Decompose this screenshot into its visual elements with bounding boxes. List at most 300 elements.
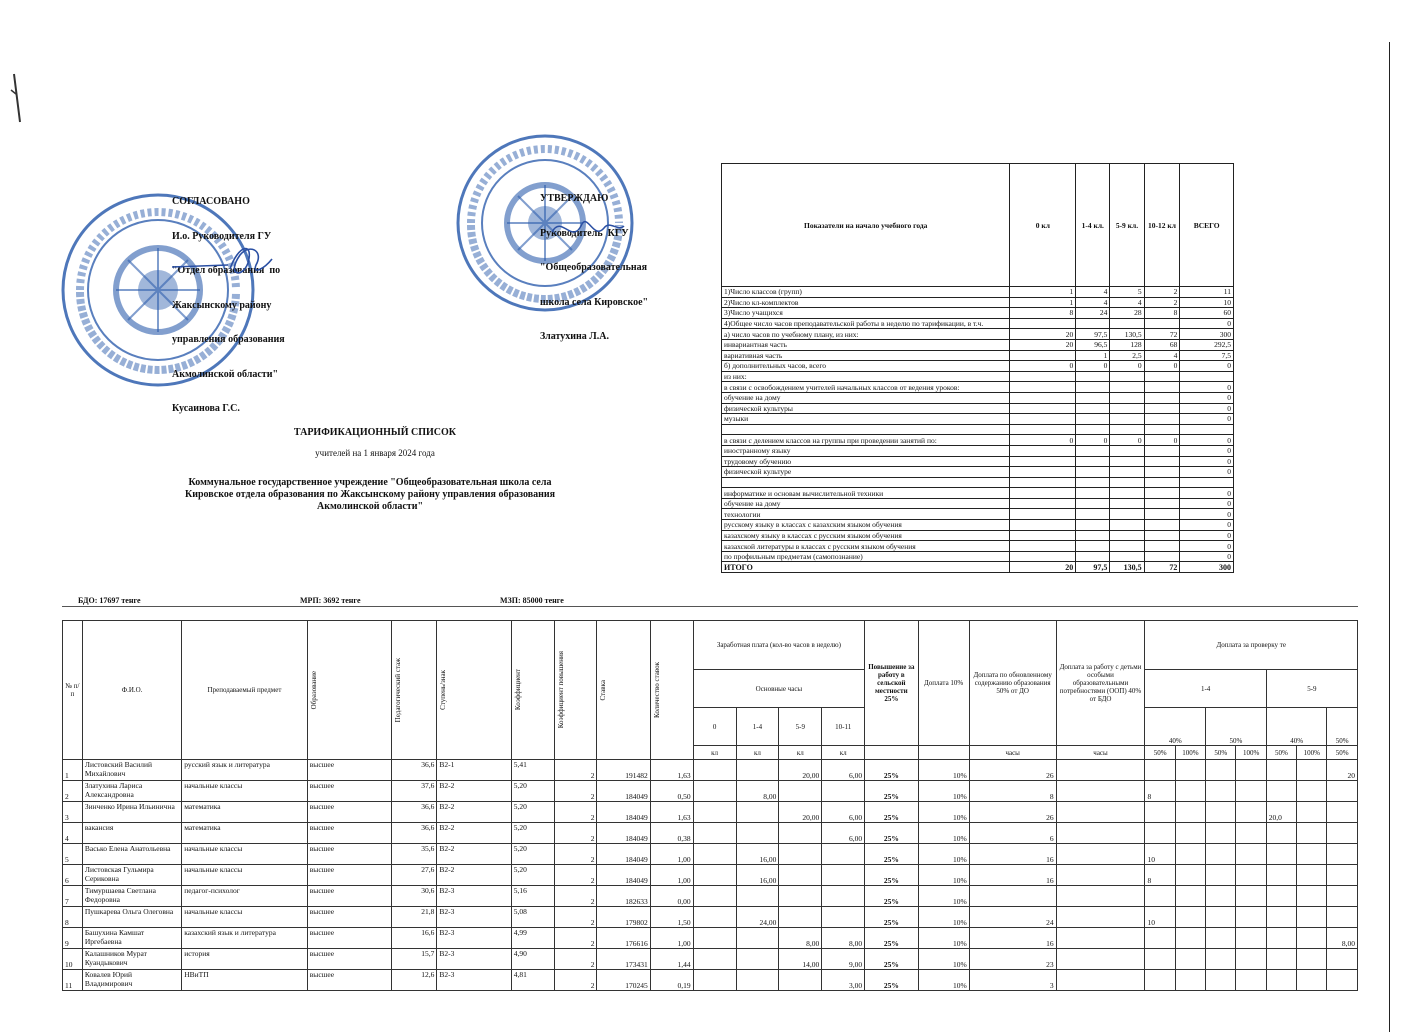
indicator-value: 0 xyxy=(1180,541,1234,552)
hours-10-11: 6,00 xyxy=(822,823,865,844)
indicator-label: из них: xyxy=(722,371,1010,382)
indicator-value: 0 xyxy=(1180,435,1234,446)
check-2 xyxy=(1175,781,1205,802)
hours-1-4 xyxy=(736,802,779,823)
check-4 xyxy=(1236,760,1266,781)
special-bonus xyxy=(1056,865,1145,886)
check-1: 10 xyxy=(1145,844,1175,865)
indicators-header: 0 кл xyxy=(1010,164,1076,287)
indicators-row xyxy=(722,424,1234,435)
check-7 xyxy=(1327,949,1358,970)
coefficient: 5,20 xyxy=(511,844,554,865)
indicator-value: 1 xyxy=(1010,287,1076,298)
indicator-value xyxy=(1110,414,1144,425)
indicator-value xyxy=(1110,424,1144,435)
check-1 xyxy=(1145,949,1175,970)
indicators-row xyxy=(722,329,1234,340)
coef-up: 2 xyxy=(554,760,597,781)
indicator-value: 0 xyxy=(1180,467,1234,478)
hours-0 xyxy=(693,886,736,907)
indicator-value xyxy=(1144,541,1180,552)
updated-bonus: 16 xyxy=(969,844,1056,865)
staff-body xyxy=(63,760,1358,991)
indicators-row xyxy=(722,403,1234,414)
indicator-value xyxy=(1110,488,1144,499)
indicator-value xyxy=(1144,414,1180,425)
indicator-value: 0 xyxy=(1180,456,1234,467)
indicator-value xyxy=(1076,530,1110,541)
col-header-grade-5-9: 5-9 xyxy=(779,708,822,746)
staff-row xyxy=(63,802,1358,823)
category: В2-2 xyxy=(437,823,511,844)
check-3 xyxy=(1206,928,1236,949)
indicator-value xyxy=(1010,477,1076,488)
subject: математика xyxy=(182,802,308,823)
indicator-value xyxy=(1110,456,1144,467)
signature-right xyxy=(548,210,628,250)
col-header-sub-pct: 100% xyxy=(1297,746,1327,760)
indicators-header: 1-4 кл. xyxy=(1076,164,1110,287)
indicator-label: информатике и основам вычислительной техники xyxy=(722,488,1010,499)
rural-bonus: 25% xyxy=(865,760,918,781)
indicator-value: 128 xyxy=(1110,339,1144,350)
check-7 xyxy=(1327,823,1358,844)
subject: педагог-психолог xyxy=(182,886,308,907)
special-bonus xyxy=(1056,802,1145,823)
indicator-value xyxy=(1144,488,1180,499)
indicator-value: 0 xyxy=(1110,435,1144,446)
indicator-value: 10 xyxy=(1180,297,1234,308)
rural-bonus: 25% xyxy=(865,781,918,802)
check-6 xyxy=(1297,781,1327,802)
rate: 184049 xyxy=(597,802,650,823)
staff-table xyxy=(62,620,1358,991)
experience: 16,6 xyxy=(392,928,437,949)
indicator-total-value: 20 xyxy=(1010,562,1076,573)
coefficient: 5,20 xyxy=(511,802,554,823)
indicator-label xyxy=(722,424,1010,435)
staff-row xyxy=(63,949,1358,970)
coefficient: 5,20 xyxy=(511,823,554,844)
col-header-bonus10: Доплата 10% xyxy=(918,621,969,746)
approval-left-line: "Отдел образования по xyxy=(172,265,281,276)
approval-left xyxy=(172,173,285,426)
rural-bonus: 25% xyxy=(865,907,918,928)
indicator-label: физической культуре xyxy=(722,467,1010,478)
indicator-value xyxy=(1076,488,1110,499)
indicators-row xyxy=(722,382,1234,393)
hours-10-11 xyxy=(822,781,865,802)
coef-up: 2 xyxy=(554,970,597,991)
experience: 15,7 xyxy=(392,949,437,970)
indicator-value: 0 xyxy=(1180,382,1234,393)
teacher-name: вакансия xyxy=(82,823,181,844)
hours-1-4: 16,00 xyxy=(736,844,779,865)
education: высшее xyxy=(307,823,392,844)
experience: 37,6 xyxy=(392,781,437,802)
indicators-header: ВСЕГО xyxy=(1180,164,1234,287)
check-7 xyxy=(1327,781,1358,802)
check-7 xyxy=(1327,844,1358,865)
check-7: 8,00 xyxy=(1327,928,1358,949)
indicator-value xyxy=(1144,445,1180,456)
indicator-value xyxy=(1010,530,1076,541)
experience: 35,6 xyxy=(392,844,437,865)
coef-up: 2 xyxy=(554,949,597,970)
indicator-value: 0 xyxy=(1180,414,1234,425)
indicator-value: 60 xyxy=(1180,308,1234,319)
hours-0 xyxy=(693,844,736,865)
indicators-row xyxy=(722,371,1234,382)
indicator-value xyxy=(1144,520,1180,531)
indicator-value xyxy=(1180,424,1234,435)
hours-1-4: 16,00 xyxy=(736,865,779,886)
subject: история xyxy=(182,949,308,970)
indicator-value xyxy=(1076,424,1110,435)
hours-1-4 xyxy=(736,823,779,844)
indicator-value: 4 xyxy=(1076,297,1110,308)
indicator-value: 5 xyxy=(1110,287,1144,298)
hours-5-9 xyxy=(779,907,822,928)
check-3 xyxy=(1206,823,1236,844)
col-header-basic-hours: Основные часы xyxy=(693,670,865,708)
row-number: 8 xyxy=(63,907,83,928)
category: В2-3 xyxy=(437,886,511,907)
hours-5-9: 20,00 xyxy=(779,760,822,781)
subject: русский язык и литература xyxy=(182,760,308,781)
category: В2-3 xyxy=(437,949,511,970)
check-5 xyxy=(1266,928,1296,949)
indicator-value: 0 xyxy=(1076,361,1110,372)
col-header-special: Доплата за работу с детьми особыми образовательными потребностями (ООП) 40% от БДО xyxy=(1056,621,1145,746)
indicator-label: обучение на дому xyxy=(722,498,1010,509)
indicator-value xyxy=(1144,477,1180,488)
rate: 184049 xyxy=(597,865,650,886)
indicators-row xyxy=(722,445,1234,456)
indicator-value: 0 xyxy=(1144,435,1180,446)
indicator-value xyxy=(1010,371,1076,382)
indicators-header-row xyxy=(722,164,1234,287)
experience: 36,6 xyxy=(392,823,437,844)
updated-bonus: 3 xyxy=(969,970,1056,991)
indicator-value: 4 xyxy=(1144,350,1180,361)
indicator-value xyxy=(1110,541,1144,552)
mzp-rate: МЗП: 85000 тенге xyxy=(500,596,564,605)
indicator-value xyxy=(1110,318,1144,329)
check-4 xyxy=(1236,907,1266,928)
indicator-value: 8 xyxy=(1010,308,1076,319)
check-6 xyxy=(1297,844,1327,865)
indicator-value: 20 xyxy=(1010,339,1076,350)
updated-bonus: 16 xyxy=(969,928,1056,949)
hours-0 xyxy=(693,949,736,970)
indicator-value xyxy=(1076,414,1110,425)
rural-bonus: 25% xyxy=(865,823,918,844)
coef-up: 2 xyxy=(554,886,597,907)
col-header-salary: Заработная плата (кол-во часов в неделю) xyxy=(693,621,865,670)
check-4 xyxy=(1236,949,1266,970)
updated-bonus: 6 xyxy=(969,823,1056,844)
rate-count: 0,38 xyxy=(650,823,693,844)
check-5 xyxy=(1266,865,1296,886)
updated-bonus xyxy=(969,886,1056,907)
bonus-10: 10% xyxy=(918,949,969,970)
check-4 xyxy=(1236,886,1266,907)
rate: 191482 xyxy=(597,760,650,781)
hours-0 xyxy=(693,928,736,949)
indicator-value: 0 xyxy=(1180,498,1234,509)
check-5 xyxy=(1266,760,1296,781)
indicator-value xyxy=(1110,467,1144,478)
col-header-unit: кл xyxy=(822,746,865,760)
check-5 xyxy=(1266,907,1296,928)
indicator-value: 97,5 xyxy=(1076,329,1110,340)
category: В2-3 xyxy=(437,907,511,928)
bonus-10: 10% xyxy=(918,970,969,991)
teacher-name: Пушкарева Ольга Олеговна xyxy=(82,907,181,928)
hours-10-11: 3,00 xyxy=(822,970,865,991)
check-7: 20 xyxy=(1327,760,1358,781)
teacher-name: Листовский Василий Михайлович xyxy=(82,760,181,781)
indicator-value: 20 xyxy=(1010,329,1076,340)
indicator-value xyxy=(1010,445,1076,456)
coef-up: 2 xyxy=(554,802,597,823)
experience: 30,6 xyxy=(392,886,437,907)
hours-1-4: 24,00 xyxy=(736,907,779,928)
special-bonus xyxy=(1056,886,1145,907)
hours-10-11: 6,00 xyxy=(822,802,865,823)
education: высшее xyxy=(307,802,392,823)
education: высшее xyxy=(307,949,392,970)
indicator-value xyxy=(1144,456,1180,467)
rate-count: 1,44 xyxy=(650,949,693,970)
document-subtitle: учителей на 1 января 2024 года xyxy=(315,448,435,458)
check-6 xyxy=(1297,760,1327,781)
check-1 xyxy=(1145,760,1175,781)
hours-5-9 xyxy=(779,865,822,886)
indicators-row xyxy=(722,318,1234,329)
rural-bonus: 25% xyxy=(865,928,918,949)
hours-0 xyxy=(693,865,736,886)
indicator-label: а) число часов по учебному плану, из них: xyxy=(722,329,1010,340)
indicator-value: 0 xyxy=(1180,551,1234,562)
col-header-sub-pct: 50% xyxy=(1266,746,1296,760)
rate-count: 0,19 xyxy=(650,970,693,991)
col-header-check-1-4: 1-4 xyxy=(1145,670,1266,708)
indicator-label: 3)Число учащихся xyxy=(722,308,1010,319)
col-header-experience: Педагогический стаж xyxy=(394,657,403,723)
bonus-10: 10% xyxy=(918,865,969,886)
hours-5-9 xyxy=(779,970,822,991)
indicator-value xyxy=(1076,509,1110,520)
indicator-value: 0 xyxy=(1180,392,1234,403)
indicator-value xyxy=(1076,382,1110,393)
indicator-value: 2 xyxy=(1144,287,1180,298)
indicator-label: технологии xyxy=(722,509,1010,520)
indicator-value: 130,5 xyxy=(1110,329,1144,340)
coefficient: 5,20 xyxy=(511,781,554,802)
education: высшее xyxy=(307,886,392,907)
check-2 xyxy=(1175,865,1205,886)
hours-10-11: 9,00 xyxy=(822,949,865,970)
indicators-header: 5-9 кл. xyxy=(1110,164,1144,287)
rural-bonus: 25% xyxy=(865,970,918,991)
indicator-value: 300 xyxy=(1180,329,1234,340)
indicator-total-value: 130,5 xyxy=(1110,562,1144,573)
indicators-row xyxy=(722,435,1234,446)
check-4 xyxy=(1236,781,1266,802)
indicator-value xyxy=(1144,392,1180,403)
indicator-value: 0 xyxy=(1110,361,1144,372)
col-header-check-pct: 40% xyxy=(1266,708,1327,746)
indicator-value: 28 xyxy=(1110,308,1144,319)
indicator-label: вариативная часть xyxy=(722,350,1010,361)
education: высшее xyxy=(307,970,392,991)
indicator-value: 0 xyxy=(1010,435,1076,446)
staff-row xyxy=(63,823,1358,844)
indicator-value xyxy=(1110,392,1144,403)
check-6 xyxy=(1297,865,1327,886)
col-header-checking: Доплата за проверку те xyxy=(1145,621,1358,670)
hours-5-9: 8,00 xyxy=(779,928,822,949)
indicator-label: иностранному языку xyxy=(722,445,1010,456)
indicator-label: русскому языку в классах с казахским языком обучения xyxy=(722,520,1010,531)
check-6 xyxy=(1297,802,1327,823)
indicator-value: 0 xyxy=(1180,361,1234,372)
col-header-sub-pct: 50% xyxy=(1206,746,1236,760)
staff-row xyxy=(63,928,1358,949)
approval-left-heading: СОГЛАСОВАНО xyxy=(172,196,250,207)
indicator-value xyxy=(1010,488,1076,499)
indicator-value xyxy=(1076,520,1110,531)
indicator-value xyxy=(1110,551,1144,562)
hours-0 xyxy=(693,970,736,991)
approval-right-line: Руководитель КГУ xyxy=(540,227,629,239)
indicator-value xyxy=(1144,498,1180,509)
indicator-value: 0 xyxy=(1010,361,1076,372)
rate-count: 1,00 xyxy=(650,928,693,949)
indicator-label: б) дополнительных часов, всего xyxy=(722,361,1010,372)
check-3 xyxy=(1206,844,1236,865)
check-3 xyxy=(1206,907,1236,928)
check-3 xyxy=(1206,886,1236,907)
check-1 xyxy=(1145,823,1175,844)
indicator-value xyxy=(1010,509,1076,520)
row-number: 9 xyxy=(63,928,83,949)
teacher-name: Ковалев Юрий Владимирович xyxy=(82,970,181,991)
staff-row xyxy=(63,907,1358,928)
rural-bonus: 25% xyxy=(865,844,918,865)
check-4 xyxy=(1236,928,1266,949)
approval-left-line: Кусаинова Г.С. xyxy=(172,403,240,414)
approval-right-heading: УТВЕРЖДАЮ xyxy=(540,193,609,204)
check-2 xyxy=(1175,760,1205,781)
indicator-value xyxy=(1076,541,1110,552)
coefficient: 4,90 xyxy=(511,949,554,970)
col-header-grade-0: 0 xyxy=(693,708,736,746)
coef-up: 2 xyxy=(554,844,597,865)
check-2 xyxy=(1175,886,1205,907)
coefficient: 5,16 xyxy=(511,886,554,907)
hours-5-9 xyxy=(779,781,822,802)
indicator-value xyxy=(1010,541,1076,552)
updated-bonus: 24 xyxy=(969,907,1056,928)
indicators-row xyxy=(722,541,1234,552)
experience: 27,6 xyxy=(392,865,437,886)
hours-5-9: 20,00 xyxy=(779,802,822,823)
indicator-value xyxy=(1110,498,1144,509)
hours-0 xyxy=(693,907,736,928)
indicators-row xyxy=(722,488,1234,499)
indicator-value: 1 xyxy=(1076,350,1110,361)
check-6 xyxy=(1297,949,1327,970)
coef-up: 2 xyxy=(554,907,597,928)
check-7 xyxy=(1327,865,1358,886)
org-line: Акмолинской области" xyxy=(316,501,424,512)
indicator-value: 72 xyxy=(1144,329,1180,340)
col-header-check-pct: 50% xyxy=(1327,708,1358,746)
hours-0 xyxy=(693,781,736,802)
indicator-value xyxy=(1076,551,1110,562)
indicator-value xyxy=(1144,424,1180,435)
indicators-total-row xyxy=(722,562,1234,573)
education: высшее xyxy=(307,781,392,802)
col-header-num: № п/п xyxy=(63,621,83,760)
indicator-value xyxy=(1010,424,1076,435)
updated-bonus: 8 xyxy=(969,781,1056,802)
updated-bonus: 23 xyxy=(969,949,1056,970)
check-6 xyxy=(1297,907,1327,928)
indicator-value xyxy=(1180,477,1234,488)
indicator-value xyxy=(1110,371,1144,382)
check-6 xyxy=(1297,970,1327,991)
indicator-value: 0 xyxy=(1144,361,1180,372)
category: В2-2 xyxy=(437,844,511,865)
indicator-value: 0 xyxy=(1180,520,1234,531)
approval-right-line: "Общеобразовательная xyxy=(540,262,648,273)
subject: математика xyxy=(182,823,308,844)
experience: 21,8 xyxy=(392,907,437,928)
bonus-10: 10% xyxy=(918,760,969,781)
indicators-row xyxy=(722,509,1234,520)
hours-1-4 xyxy=(736,928,779,949)
col-header-fio: Ф.И.О. xyxy=(82,621,181,760)
special-bonus xyxy=(1056,844,1145,865)
check-5 xyxy=(1266,970,1296,991)
hours-1-4 xyxy=(736,970,779,991)
special-bonus xyxy=(1056,907,1145,928)
check-4 xyxy=(1236,823,1266,844)
col-header-unit: кл xyxy=(736,746,779,760)
row-number: 4 xyxy=(63,823,83,844)
rate-count: 1,00 xyxy=(650,865,693,886)
hours-1-4 xyxy=(736,949,779,970)
indicator-value: 11 xyxy=(1180,287,1234,298)
indicators-body xyxy=(722,287,1234,573)
col-header-unit: кл xyxy=(779,746,822,760)
bonus-10: 10% xyxy=(918,907,969,928)
check-4 xyxy=(1236,865,1266,886)
staff-row xyxy=(63,781,1358,802)
check-2 xyxy=(1175,970,1205,991)
indicator-label: обучение на дому xyxy=(722,392,1010,403)
rate-count: 0,50 xyxy=(650,781,693,802)
check-2 xyxy=(1175,844,1205,865)
check-2 xyxy=(1175,802,1205,823)
indicator-value xyxy=(1076,371,1110,382)
indicator-value xyxy=(1076,445,1110,456)
divider xyxy=(62,606,1358,607)
